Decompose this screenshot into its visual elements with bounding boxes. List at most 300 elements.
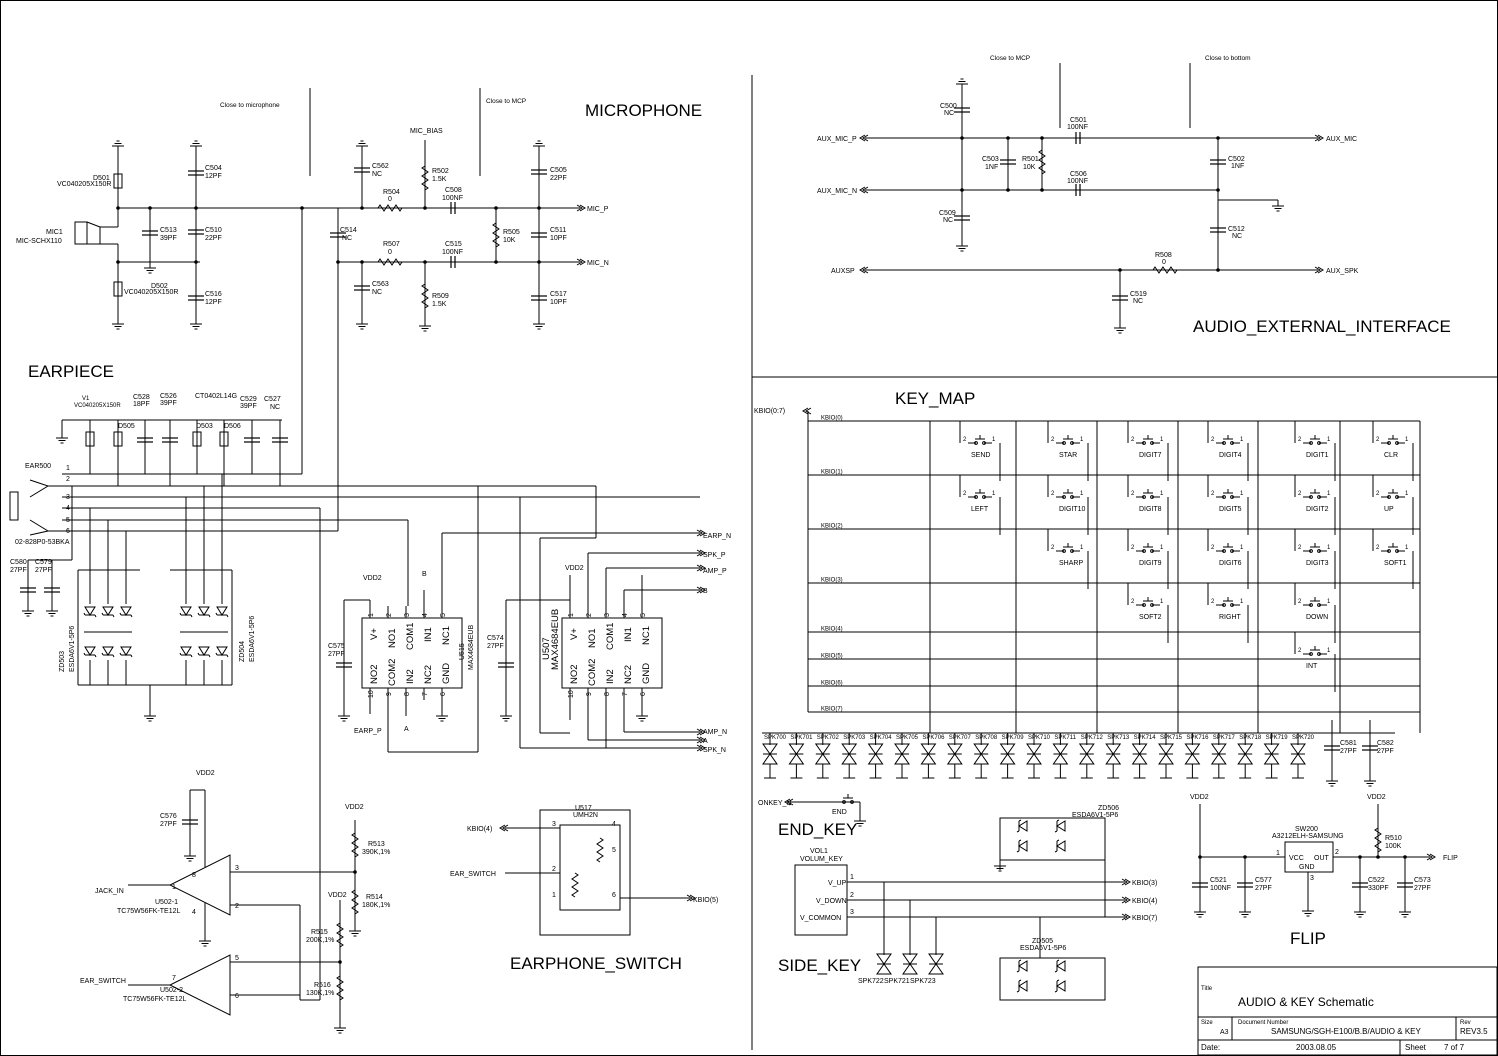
- spk-diode: [1027, 733, 1051, 778]
- spk-diode: [763, 733, 787, 778]
- svg-text:VOLUM_KEY: VOLUM_KEY: [800, 856, 843, 863]
- svg-text:C510: C510: [205, 227, 222, 234]
- note-close-bottom: Close to bottom: [1205, 55, 1251, 62]
- svg-text:27PF: 27PF: [160, 821, 177, 828]
- svg-text:4: 4: [422, 613, 429, 617]
- spk-diode: [921, 733, 945, 778]
- svg-text:NC: NC: [1232, 233, 1243, 240]
- spk-diode: [974, 733, 998, 778]
- svg-text:9: 9: [386, 692, 393, 696]
- svg-text:EARP_N: EARP_N: [703, 533, 732, 540]
- kbio-row-label: KBIO(0): [821, 415, 843, 422]
- svg-text:FLIP: FLIP: [1443, 855, 1458, 862]
- svg-text:1: 1: [992, 491, 996, 497]
- svg-text:2: 2: [1051, 437, 1055, 443]
- spk-diode: [1291, 733, 1315, 778]
- mic1-part: MIC-SCHX110: [16, 238, 62, 245]
- svg-text:8: 8: [604, 692, 611, 696]
- section-title-earpiece: EARPIECE: [28, 362, 114, 381]
- svg-text:VCC: VCC: [1289, 855, 1304, 862]
- svg-text:5: 5: [640, 613, 647, 617]
- svg-text:2: 2: [235, 903, 239, 910]
- svg-text:1: 1: [1080, 545, 1084, 551]
- svg-text:390K,1%: 390K,1%: [362, 849, 391, 856]
- svg-text:6: 6: [66, 528, 70, 535]
- svg-text:7: 7: [622, 692, 629, 696]
- svg-text:SPK712: SPK712: [1080, 735, 1103, 741]
- svg-text:AMP_N: AMP_N: [703, 729, 728, 736]
- svg-text:12PF: 12PF: [205, 173, 222, 180]
- svg-text:100K: 100K: [1385, 843, 1402, 850]
- key-switch-digit7: [1128, 421, 1168, 481]
- svg-text:MIC_BIAS: MIC_BIAS: [410, 128, 443, 135]
- svg-text:2: 2: [1131, 599, 1135, 605]
- svg-text:EARP_P: EARP_P: [354, 728, 382, 735]
- svg-text:C562: C562: [372, 163, 389, 170]
- svg-text:AUXSP: AUXSP: [831, 268, 855, 275]
- spk-diode: [869, 733, 893, 778]
- key-label: DIGIT2: [1306, 506, 1329, 513]
- svg-text:V_DOWN: V_DOWN: [816, 898, 847, 905]
- svg-text:VDD2: VDD2: [328, 892, 347, 899]
- svg-text:2: 2: [963, 437, 967, 443]
- title-block: [1198, 967, 1497, 1055]
- svg-text:ZD506: ZD506: [1098, 805, 1120, 812]
- svg-text:EAR_SWITCH: EAR_SWITCH: [450, 871, 496, 878]
- svg-text:39PF: 39PF: [160, 235, 177, 242]
- svg-text:1: 1: [66, 465, 70, 472]
- svg-text:VDD2: VDD2: [345, 804, 364, 811]
- key-label: INT: [1306, 663, 1318, 670]
- kbio-row-label: KBIO(2): [821, 523, 843, 530]
- key-label: STAR: [1059, 452, 1078, 459]
- svg-text:Sheet: Sheet: [1405, 1043, 1426, 1052]
- key-label: SOFT2: [1139, 614, 1162, 621]
- svg-text:U507: U507: [541, 637, 552, 660]
- svg-text:C529: C529: [240, 396, 257, 403]
- svg-text:2: 2: [1298, 599, 1302, 605]
- svg-text:C515: C515: [445, 241, 462, 248]
- svg-text:22PF: 22PF: [550, 175, 567, 182]
- svg-text:7: 7: [172, 975, 176, 982]
- svg-text:200K,1%: 200K,1%: [306, 937, 335, 944]
- title-label: Title: [1201, 986, 1213, 992]
- svg-text:10K: 10K: [1023, 164, 1036, 171]
- spk-diode: [816, 733, 840, 778]
- svg-text:SPK705: SPK705: [896, 735, 919, 741]
- svg-text:NO1: NO1: [387, 628, 398, 648]
- svg-text:IN2: IN2: [405, 669, 416, 684]
- svg-text:SPK_N: SPK_N: [703, 747, 726, 754]
- svg-text:0: 0: [388, 196, 392, 203]
- svg-text:SPK708: SPK708: [975, 735, 998, 741]
- svg-text:C519: C519: [1130, 291, 1147, 298]
- svg-text:ESDA6V1-5P6: ESDA6V1-5P6: [249, 615, 256, 662]
- document-number: SAMSUNG/SGH-E100/B.B/AUDIO & KEY: [1271, 1027, 1421, 1036]
- svg-text:2: 2: [1131, 491, 1135, 497]
- svg-text:VDD2: VDD2: [363, 575, 382, 582]
- svg-text:100NF: 100NF: [442, 195, 464, 202]
- svg-text:3: 3: [604, 613, 611, 617]
- svg-text:8: 8: [404, 692, 411, 696]
- svg-text:IN2: IN2: [605, 669, 616, 684]
- svg-text:ESDA6V1-5P6: ESDA6V1-5P6: [1020, 945, 1067, 952]
- svg-text:A3: A3: [1220, 1029, 1229, 1036]
- svg-text:U517: U517: [575, 805, 592, 812]
- svg-text:V1: V1: [82, 396, 90, 402]
- svg-text:VDD2: VDD2: [196, 770, 215, 777]
- svg-text:VC040205X150R: VC040205X150R: [74, 403, 121, 409]
- svg-text:2: 2: [850, 892, 854, 899]
- svg-text:6: 6: [235, 993, 239, 1000]
- svg-text:27PF: 27PF: [35, 567, 52, 574]
- svg-text:COM2: COM2: [587, 658, 598, 686]
- kbio-row-label: KBIO(6): [821, 680, 843, 687]
- svg-text:SPK716: SPK716: [1186, 735, 1209, 741]
- svg-text:ZD504: ZD504: [239, 640, 246, 662]
- net-mic-p: MIC_P: [587, 206, 609, 213]
- key-label: LEFT: [971, 506, 989, 513]
- svg-text:0: 0: [388, 249, 392, 256]
- spk-diode: [948, 733, 972, 778]
- svg-text:2: 2: [552, 866, 556, 873]
- svg-text:1: 1: [1240, 491, 1244, 497]
- key-switch-digit1: [1295, 421, 1335, 481]
- svg-text:SPK702: SPK702: [816, 735, 839, 741]
- svg-text:V+: V+: [569, 628, 580, 640]
- svg-text:22PF: 22PF: [205, 235, 222, 242]
- svg-text:EAR500: EAR500: [25, 463, 52, 470]
- svg-text:9: 9: [586, 692, 593, 696]
- key-switch-right: [1208, 583, 1248, 643]
- key-label: DOWN: [1306, 614, 1329, 621]
- svg-text:6: 6: [612, 892, 616, 899]
- svg-text:1.5K: 1.5K: [432, 301, 447, 308]
- svg-text:C582: C582: [1377, 740, 1394, 747]
- svg-text:IN1: IN1: [623, 627, 634, 642]
- svg-text:C509: C509: [939, 210, 956, 217]
- svg-text:1: 1: [1327, 437, 1331, 443]
- svg-text:VDD2: VDD2: [1190, 794, 1209, 801]
- svg-text:NO2: NO2: [369, 664, 380, 684]
- key-switch-digit3: [1295, 529, 1335, 589]
- svg-text:R513: R513: [368, 841, 385, 848]
- svg-text:1: 1: [1276, 850, 1280, 857]
- svg-text:2: 2: [1051, 491, 1055, 497]
- svg-text:KBIO(7): KBIO(7): [1132, 915, 1158, 922]
- key-switch-digit4: [1208, 421, 1248, 481]
- svg-text:1: 1: [1080, 491, 1084, 497]
- key-switch-clr: [1373, 421, 1413, 481]
- svg-text:EAR_SWITCH: EAR_SWITCH: [80, 978, 126, 985]
- svg-text:SPK707: SPK707: [948, 735, 971, 741]
- svg-text:1: 1: [1080, 437, 1084, 443]
- svg-text:130K,1%: 130K,1%: [306, 990, 335, 997]
- svg-text:1.5K: 1.5K: [432, 176, 447, 183]
- svg-text:C512: C512: [1228, 226, 1245, 233]
- svg-text:1: 1: [1240, 437, 1244, 443]
- svg-text:C511: C511: [550, 227, 567, 234]
- svg-text:1: 1: [1327, 648, 1331, 654]
- svg-text:SPK715: SPK715: [1160, 735, 1183, 741]
- svg-text:4: 4: [612, 821, 616, 828]
- note-close-mcp-ext: Close to MCP: [990, 55, 1031, 62]
- svg-text:MAX4684EUB: MAX4684EUB: [550, 608, 561, 670]
- svg-text:3: 3: [552, 821, 556, 828]
- svg-text:C503: C503: [982, 156, 999, 163]
- svg-text:1: 1: [172, 884, 176, 891]
- key-label: SOFT1: [1384, 560, 1407, 567]
- svg-text:3: 3: [235, 865, 239, 872]
- key-label: DIGIT5: [1219, 506, 1242, 513]
- svg-text:A: A: [404, 726, 409, 733]
- svg-text:2: 2: [1211, 491, 1215, 497]
- svg-text:5: 5: [66, 517, 70, 524]
- svg-text:Date:: Date:: [1201, 1043, 1221, 1052]
- svg-text:C513: C513: [160, 227, 177, 234]
- svg-text:2: 2: [1376, 491, 1380, 497]
- svg-text:1: 1: [992, 437, 996, 443]
- svg-text:GND: GND: [641, 662, 652, 684]
- key-label: DIGIT10: [1059, 506, 1086, 513]
- svg-text:SPK710: SPK710: [1028, 735, 1051, 741]
- svg-text:SPK709: SPK709: [1001, 735, 1024, 741]
- earphone-switch-circuit: [500, 810, 695, 935]
- svg-text:8: 8: [192, 872, 196, 879]
- keymap-circuit: [762, 408, 1420, 786]
- svg-text:27PF: 27PF: [1377, 748, 1394, 755]
- key-label: SHARP: [1059, 560, 1084, 567]
- svg-text:2: 2: [1298, 491, 1302, 497]
- svg-text:1NF: 1NF: [985, 164, 999, 171]
- svg-text:1: 1: [1405, 545, 1409, 551]
- svg-text:KBIO(4): KBIO(4): [467, 826, 493, 833]
- key-switch-digit9: [1128, 529, 1168, 589]
- key-switch-digit6: [1208, 529, 1248, 589]
- svg-text:R515: R515: [311, 929, 328, 936]
- svg-text:2: 2: [1131, 437, 1135, 443]
- svg-text:3: 3: [66, 494, 70, 501]
- svg-text:C501: C501: [1070, 117, 1087, 124]
- svg-text:1: 1: [1327, 599, 1331, 605]
- svg-text:2: 2: [66, 476, 70, 483]
- svg-text:R509: R509: [432, 293, 449, 300]
- svg-text:SPK704: SPK704: [869, 735, 892, 741]
- svg-text:2: 2: [1298, 437, 1302, 443]
- section-title-end-key: END_KEY: [778, 820, 858, 839]
- svg-text:C574: C574: [487, 635, 504, 642]
- svg-text:10: 10: [568, 690, 575, 698]
- svg-text:SPK713: SPK713: [1107, 735, 1130, 741]
- svg-text:END: END: [832, 809, 847, 816]
- section-title-audio-external: AUDIO_EXTERNAL_INTERFACE: [1193, 317, 1451, 336]
- section-title-side-key: SIDE_KEY: [778, 956, 862, 975]
- svg-text:100NF: 100NF: [1210, 885, 1232, 892]
- svg-text:SPK703: SPK703: [843, 735, 866, 741]
- svg-text:0: 0: [1162, 259, 1166, 266]
- svg-text:C580: C580: [10, 559, 27, 566]
- svg-text:02-828P0-53BKA: 02-828P0-53BKA: [15, 539, 70, 546]
- svg-text:U502-2: U502-2: [160, 987, 183, 994]
- date: 2003.08.05: [1296, 1043, 1337, 1052]
- svg-text:4: 4: [622, 613, 629, 617]
- svg-text:ZD503: ZD503: [59, 650, 66, 672]
- svg-text:10: 10: [368, 690, 375, 698]
- key-switch-down: [1295, 583, 1335, 643]
- key-switch-digit5: [1208, 475, 1248, 535]
- svg-text:27PF: 27PF: [1414, 885, 1431, 892]
- spk-diode: [1053, 733, 1076, 778]
- key-switch-sharp: [1048, 529, 1088, 589]
- svg-text:C526: C526: [160, 393, 177, 400]
- svg-text:1: 1: [552, 892, 556, 899]
- svg-text:SPK706: SPK706: [922, 735, 945, 741]
- key-switch-send: [960, 421, 1000, 481]
- svg-text:R504: R504: [383, 189, 400, 196]
- section-title-keymap: KEY_MAP: [895, 389, 976, 408]
- svg-text:1: 1: [368, 613, 375, 617]
- svg-text:100NF: 100NF: [1067, 124, 1089, 131]
- svg-text:2: 2: [586, 613, 593, 617]
- svg-text:6: 6: [640, 692, 647, 696]
- key-switch-star: [1048, 421, 1088, 481]
- svg-text:1: 1: [1160, 545, 1164, 551]
- svg-text:C508: C508: [445, 187, 462, 194]
- svg-text:10PF: 10PF: [550, 299, 567, 306]
- svg-text:ZD505: ZD505: [1032, 938, 1054, 945]
- svg-text:NC: NC: [944, 110, 955, 117]
- svg-text:GND: GND: [441, 662, 452, 684]
- d502-val: VC040205X150R: [124, 289, 179, 296]
- svg-text:JACK_IN: JACK_IN: [95, 888, 124, 895]
- spk-diode: [1159, 733, 1183, 778]
- svg-text:COM2: COM2: [387, 658, 398, 686]
- svg-text:2: 2: [386, 613, 393, 617]
- svg-text:IN1: IN1: [423, 627, 434, 642]
- svg-text:1NF: 1NF: [1231, 163, 1245, 170]
- svg-text:1: 1: [1405, 491, 1409, 497]
- spk-diode: [1106, 733, 1130, 778]
- svg-text:C522: C522: [1368, 877, 1385, 884]
- key-label: DIGIT4: [1219, 452, 1242, 459]
- svg-text:1: 1: [568, 613, 575, 617]
- svg-text:SW200: SW200: [1295, 826, 1318, 833]
- svg-text:U515: U515: [459, 643, 466, 660]
- svg-text:2: 2: [1051, 545, 1055, 551]
- net-mic-n: MIC_N: [587, 260, 609, 267]
- svg-text:2: 2: [1376, 545, 1380, 551]
- svg-text:D503: D503: [196, 423, 213, 430]
- revision: REV3.5: [1460, 1027, 1488, 1036]
- kbio-row-label: KBIO(1): [821, 469, 843, 476]
- svg-text:1: 1: [1160, 437, 1164, 443]
- svg-text:AUX_MIC_P: AUX_MIC_P: [817, 136, 857, 143]
- svg-text:1: 1: [1327, 491, 1331, 497]
- svg-text:COM1: COM1: [605, 622, 616, 650]
- spk-diode: [1133, 733, 1157, 778]
- svg-text:R507: R507: [383, 241, 400, 248]
- key-label: DIGIT7: [1139, 452, 1162, 459]
- kbio-row-label: KBIO(3): [821, 577, 843, 584]
- svg-text:5: 5: [235, 955, 239, 962]
- svg-text:B: B: [703, 588, 708, 595]
- section-title-flip: FLIP: [1290, 929, 1326, 948]
- svg-text:C517: C517: [550, 291, 567, 298]
- svg-text:5: 5: [612, 847, 616, 854]
- svg-text:VDD2: VDD2: [1367, 794, 1386, 801]
- svg-text:UMH2N: UMH2N: [573, 812, 598, 819]
- svg-text:ESDA6V1-5P6: ESDA6V1-5P6: [1072, 812, 1119, 819]
- key-label: DIGIT6: [1219, 560, 1242, 567]
- svg-text:AUX_SPK: AUX_SPK: [1326, 268, 1359, 275]
- svg-text:SPK722: SPK722: [858, 978, 884, 985]
- d501-ref: D501: [93, 175, 110, 182]
- svg-text:2: 2: [1298, 545, 1302, 551]
- svg-text:SPK717: SPK717: [1212, 735, 1235, 741]
- svg-text:5: 5: [440, 613, 447, 617]
- svg-text:C579: C579: [35, 559, 52, 566]
- spk-diode: [1238, 733, 1262, 778]
- key-switch-int: [1295, 632, 1335, 692]
- key-label: UP: [1384, 506, 1394, 513]
- svg-text:3: 3: [404, 613, 411, 617]
- svg-text:A3212ELH-SAMSUNG: A3212ELH-SAMSUNG: [1272, 833, 1344, 840]
- svg-text:KBIO(0:7): KBIO(0:7): [754, 408, 786, 415]
- svg-text:SPK721: SPK721: [884, 978, 910, 985]
- key-switch-up: [1373, 475, 1413, 535]
- svg-text:SPK714: SPK714: [1133, 735, 1156, 741]
- svg-text:Document Number: Document Number: [1238, 1020, 1289, 1026]
- svg-text:C581: C581: [1340, 740, 1357, 747]
- svg-text:12PF: 12PF: [205, 299, 222, 306]
- svg-text:C575: C575: [328, 643, 345, 650]
- svg-text:ESDA6V1-5P6: ESDA6V1-5P6: [69, 625, 76, 672]
- svg-text:NC: NC: [1133, 298, 1144, 305]
- svg-text:NO1: NO1: [587, 628, 598, 648]
- note-close-mic: Close to microphone: [220, 102, 280, 109]
- svg-text:1: 1: [1405, 437, 1409, 443]
- svg-text:180K,1%: 180K,1%: [362, 902, 391, 909]
- key-switch-digit2: [1295, 475, 1335, 535]
- svg-text:C576: C576: [160, 813, 177, 820]
- svg-text:1: 1: [1327, 545, 1331, 551]
- key-switch-digit10: [1048, 475, 1088, 535]
- svg-text:C563: C563: [372, 281, 389, 288]
- svg-text:27PF: 27PF: [1255, 885, 1272, 892]
- svg-text:C573: C573: [1414, 877, 1431, 884]
- svg-text:R505: R505: [503, 229, 520, 236]
- svg-text:C528: C528: [133, 394, 150, 401]
- svg-text:27PF: 27PF: [10, 567, 27, 574]
- svg-text:SPK701: SPK701: [790, 735, 813, 741]
- key-label: DIGIT8: [1139, 506, 1162, 513]
- svg-text:NC1: NC1: [641, 625, 652, 645]
- svg-text:C502: C502: [1228, 156, 1245, 163]
- svg-text:2: 2: [1211, 599, 1215, 605]
- svg-text:6: 6: [440, 692, 447, 696]
- svg-text:2: 2: [1211, 437, 1215, 443]
- key-label: CLR: [1384, 452, 1399, 459]
- svg-text:C506: C506: [1070, 171, 1087, 178]
- svg-text:D505: D505: [118, 423, 135, 430]
- svg-text:VDD2: VDD2: [565, 565, 584, 572]
- spk-diode: [789, 733, 813, 778]
- svg-text:NC: NC: [372, 171, 383, 178]
- kbio-row-label: KBIO(7): [821, 706, 843, 713]
- kbio-row-label: KBIO(4): [821, 626, 843, 633]
- svg-text:COM1: COM1: [405, 622, 416, 650]
- svg-text:NO2: NO2: [569, 664, 580, 684]
